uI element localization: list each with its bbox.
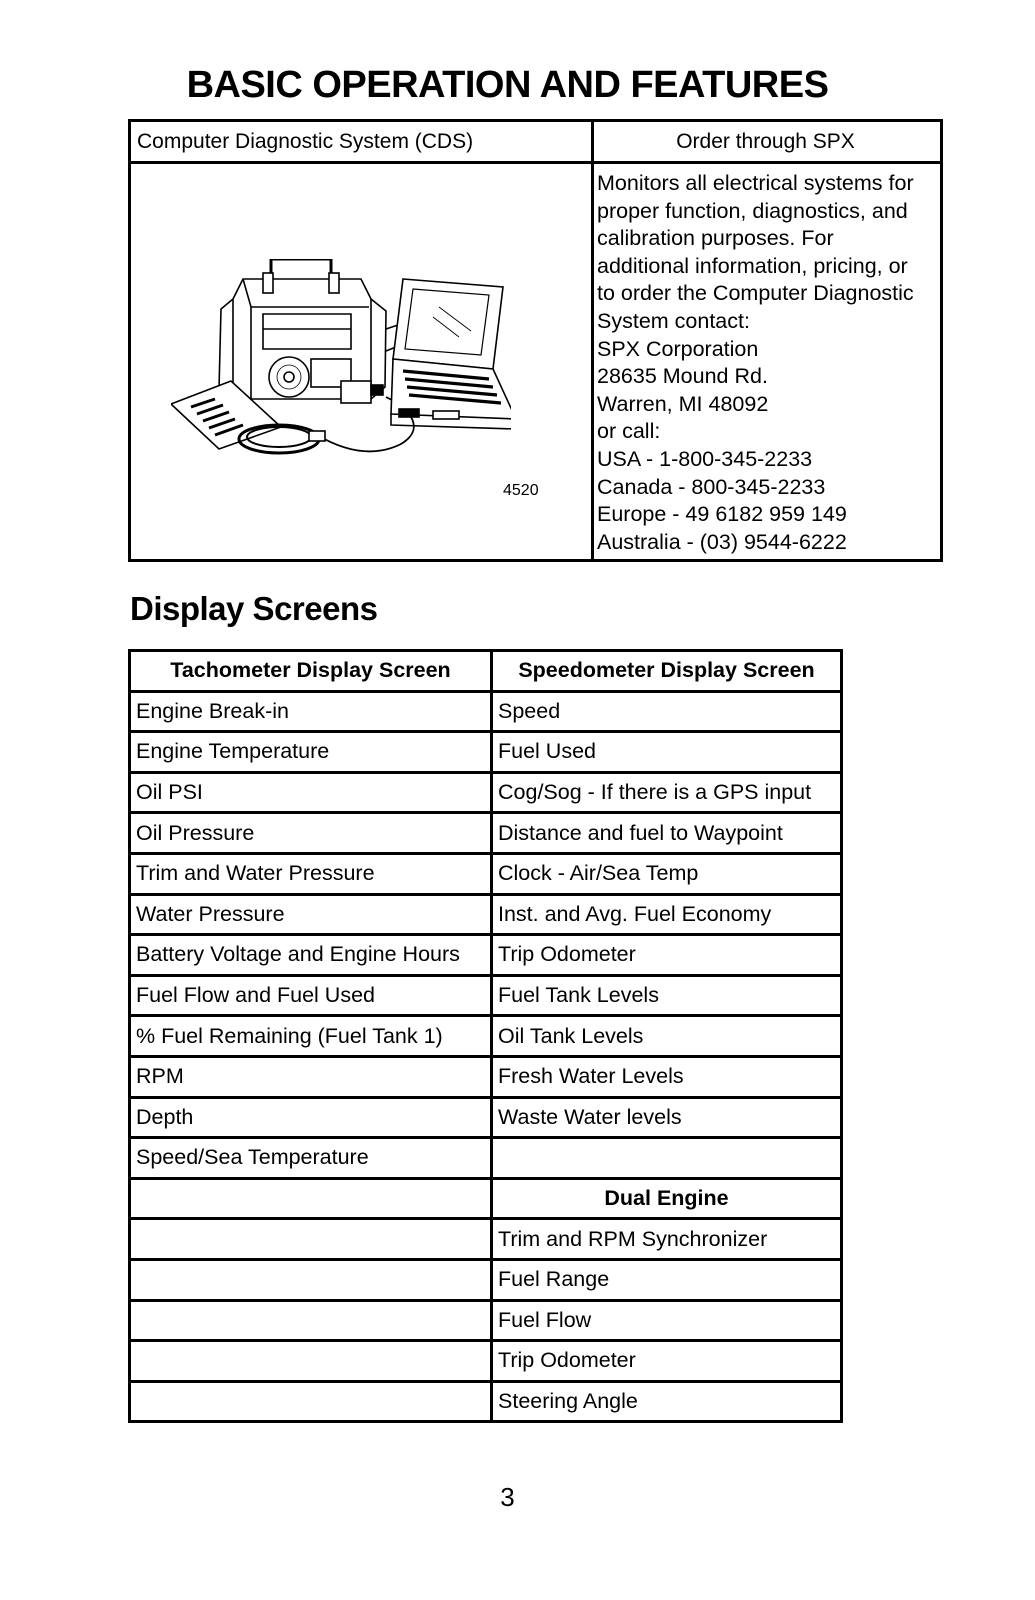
table-row bbox=[130, 691, 842, 732]
dual-engine-subheader: Dual Engine bbox=[492, 1178, 842, 1219]
table-cell: Inst. and Avg. Fuel Economy bbox=[492, 894, 842, 935]
table-cell: Engine Break-in bbox=[130, 691, 492, 732]
table-cell: Trip Odometer bbox=[492, 1341, 842, 1382]
cds-description-line: USA - 1-800-345-2233 bbox=[597, 446, 813, 471]
table-cell: RPM bbox=[130, 1056, 492, 1097]
table-cell: Trim and Water Pressure bbox=[130, 853, 492, 894]
cds-left-header: Computer Diagnostic System (CDS) bbox=[137, 130, 474, 153]
cds-description-line: 28635 Mound Rd. bbox=[597, 364, 768, 389]
table-cell-empty bbox=[130, 1219, 492, 1260]
table-cell: Fuel Range bbox=[492, 1259, 842, 1300]
page-number: 3 bbox=[500, 1482, 515, 1512]
cds-description-line: System contact: bbox=[597, 308, 750, 333]
table-row bbox=[130, 1178, 842, 1219]
table-cell: Fuel Tank Levels bbox=[492, 975, 842, 1016]
cds-description-line: calibration purposes. For bbox=[597, 226, 834, 251]
table-row bbox=[130, 1381, 842, 1422]
section-heading: Display Screens bbox=[130, 590, 378, 627]
table-row bbox=[130, 935, 842, 976]
table-cell: Oil Tank Levels bbox=[492, 1016, 842, 1057]
table-cell: Fuel Flow and Fuel Used bbox=[130, 975, 492, 1016]
table-cell: Oil PSI bbox=[130, 772, 492, 813]
page-title: BASIC OPERATION AND FEATURES bbox=[186, 64, 829, 106]
cds-description-line: Australia - (03) 9544-6222 bbox=[597, 529, 847, 554]
cds-description-line: Europe - 49 6182 959 149 bbox=[597, 502, 847, 527]
table-row bbox=[130, 1016, 842, 1057]
table-cell: Clock - Air/Sea Temp bbox=[492, 853, 842, 894]
table-row bbox=[130, 853, 842, 894]
cds-description-line: Warren, MI 48092 bbox=[597, 391, 769, 416]
table-cell: Depth bbox=[130, 1097, 492, 1138]
cds-description-line: to order the Computer Diagnostic bbox=[597, 281, 914, 306]
table-cell: Cog/Sog - If there is a GPS input bbox=[492, 772, 842, 813]
table-row bbox=[130, 1300, 842, 1341]
table-row bbox=[130, 1341, 842, 1382]
cds-kit-illustration bbox=[171, 259, 511, 489]
table-row bbox=[130, 1219, 842, 1260]
table-cell: Fresh Water Levels bbox=[492, 1056, 842, 1097]
table-cell-empty bbox=[130, 1178, 492, 1219]
table-cell-empty bbox=[130, 1300, 492, 1341]
table-header-row bbox=[130, 651, 842, 692]
table-cell: Fuel Used bbox=[492, 732, 842, 773]
cds-column-divider bbox=[591, 122, 594, 559]
table-row bbox=[130, 1097, 842, 1138]
table-row bbox=[130, 975, 842, 1016]
cds-table bbox=[128, 119, 943, 562]
cds-description-line: proper function, diagnostics, and bbox=[597, 198, 908, 223]
table-cell bbox=[492, 1138, 842, 1179]
cds-image-cell bbox=[131, 164, 591, 559]
cds-image-number: 4520 bbox=[503, 482, 539, 499]
speedometer-column-header: Speedometer Display Screen bbox=[492, 651, 842, 692]
table-cell-empty bbox=[130, 1259, 492, 1300]
table-row bbox=[130, 1056, 842, 1097]
table-cell: Speed bbox=[492, 691, 842, 732]
table-row bbox=[130, 772, 842, 813]
table-row bbox=[130, 813, 842, 854]
cds-right-header: Order through SPX bbox=[676, 130, 855, 153]
cds-description-line: Monitors all electrical systems for bbox=[597, 171, 914, 195]
table-row bbox=[130, 894, 842, 935]
table-cell-empty bbox=[130, 1341, 492, 1382]
table-cell: Waste Water levels bbox=[492, 1097, 842, 1138]
cds-description-line: Canada - 800-345-2233 bbox=[597, 474, 826, 499]
table-cell: Water Pressure bbox=[130, 894, 492, 935]
display-screens-table bbox=[128, 649, 843, 1423]
cds-description-line: additional information, pricing, or bbox=[597, 253, 908, 278]
cds-description-line: or call: bbox=[597, 419, 661, 444]
table-cell: Trim and RPM Synchronizer bbox=[492, 1219, 842, 1260]
cds-description bbox=[597, 170, 942, 556]
cds-description-line: SPX Corporation bbox=[597, 336, 759, 361]
table-row bbox=[130, 1259, 842, 1300]
table-cell: Fuel Flow bbox=[492, 1300, 842, 1341]
table-cell: Oil Pressure bbox=[130, 813, 492, 854]
table-cell: Steering Angle bbox=[492, 1381, 842, 1422]
table-cell: Engine Temperature bbox=[130, 732, 492, 773]
table-cell: % Fuel Remaining (Fuel Tank 1) bbox=[130, 1016, 492, 1057]
table-row bbox=[130, 732, 842, 773]
table-cell-empty bbox=[130, 1381, 492, 1422]
table-cell: Speed/Sea Temperature bbox=[130, 1138, 492, 1179]
table-cell: Trip Odometer bbox=[492, 935, 842, 976]
table-cell: Battery Voltage and Engine Hours bbox=[130, 935, 492, 976]
table-row bbox=[130, 1138, 842, 1179]
table-cell: Distance and fuel to Waypoint bbox=[492, 813, 842, 854]
tachometer-column-header: Tachometer Display Screen bbox=[130, 651, 492, 692]
